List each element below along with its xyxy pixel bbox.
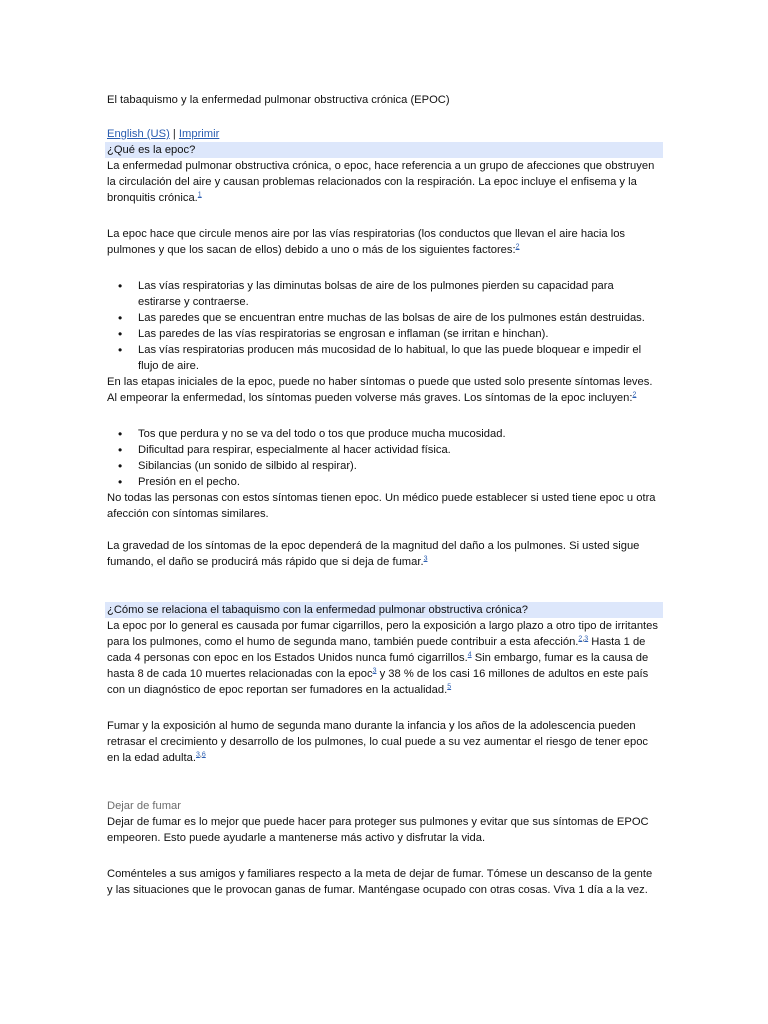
document-title: El tabaquismo y la enfermedad pulmonar obstructiva crónica (EPOC) (107, 94, 450, 106)
paragraph (107, 158, 658, 206)
paragraph-text: La epoc hace que circule menos aire por las vías respiratorias (los conductos que llevan el aire hacia los pulmones y que los sacan de ellos) debido a uno o más de los siguientes factores: (107, 228, 626, 256)
paragraph: Dejar de fumar es lo mejor que puede hacer para proteger sus pulmones y evitar que sus síntomas de EPOC empeoren. Esto puede ayudarle a mantenerse más activo y disfrutar la vida. (107, 816, 649, 844)
paragraph: Coménteles a sus amigos y familiares respecto a la meta de dejar de fumar. Tómese un descanso de la gente y las situaciones que le provocan ganas de fumar. Manténgase ocupado con otras cosas. Viva 1 día a la vez. (107, 868, 653, 896)
footnote-link[interactable]: 3 (372, 667, 377, 675)
language-links (107, 126, 658, 142)
factors-list (107, 278, 658, 374)
symptoms-list (107, 426, 658, 490)
footnote-link[interactable]: 4 (467, 651, 472, 659)
footnote-link[interactable]: 2 (632, 391, 637, 399)
paragraph: No todas las personas con estos síntomas tienen epoc. Un médico puede establecer si usted tiene epoc u otra afección con síntomas similares. (107, 492, 656, 520)
list-item: • Sibilancias (un sonido de silbido al respirar). (138, 458, 658, 474)
paragraph (107, 718, 658, 766)
footnote-link[interactable]: 3 (195, 751, 200, 759)
footnote-link[interactable]: 2 (578, 635, 583, 643)
list-item: • Las paredes que se encuentran entre muchas de las bolsas de aire de los pulmones están destruidas. (138, 310, 658, 326)
footnote-link[interactable]: 5 (447, 683, 452, 691)
english-link[interactable]: English (US) (107, 128, 170, 140)
paragraph (107, 538, 658, 570)
link-separator: | (172, 128, 176, 140)
footnote-separator: , (582, 635, 585, 643)
paragraph-text: Sin embargo, fumar es la causa de hasta 8 de cada 10 muertes relacionadas con la epoc (107, 652, 649, 680)
paragraph (107, 226, 658, 258)
paragraph-text: La epoc por lo general es causada por fumar cigarrillos, pero la exposición a largo plazo a otro tipo de irritantes para los pulmones, como el humo de segunda mano, también puede contribuir a esta afección. (107, 620, 658, 648)
footnote-link[interactable]: 6 (201, 751, 206, 759)
paragraph-text: y 38 % de los casi 16 millones de adultos en este país con un diagnóstico de epoc reportan ser fumadores en la actualidad. (107, 668, 649, 696)
footnote-link[interactable]: 3 (423, 555, 428, 563)
paragraph-text: La gravedad de los síntomas de la epoc dependerá de la magnitud del daño a los pulmones. Si usted sigue fumando, el daño se producirá más rápido que si deja de fumar. (107, 540, 640, 568)
footnote-separator: , (199, 751, 202, 759)
list-item: • Dificultad para respirar, especialmente al hacer actividad física. (138, 442, 658, 458)
print-link[interactable]: Imprimir (178, 128, 220, 140)
paragraph-text: La enfermedad pulmonar obstructiva crónica, o epoc, hace referencia a un grupo de afecciones que obstruyen la circulación del aire y causan problemas relacionados con la respiración. La epoc incluye el enfisema y la bronquitis crónica. (107, 160, 655, 204)
footnote-link[interactable]: 1 (197, 191, 202, 199)
paragraph-text: En las etapas iniciales de la epoc, puede no haber síntomas o puede que usted solo presente síntomas leves. Al empeorar la enfermedad, los síntomas pueden volverse más graves. Los síntomas de la epoc incluyen: (107, 376, 653, 404)
list-item: • Las vías respiratorias y las diminutas bolsas de aire de los pulmones pierden su capacidad para estirarse y contraerse. (138, 278, 658, 310)
list-item: • Presión en el pecho. (138, 474, 658, 490)
paragraph-text: Fumar y la exposición al humo de segunda mano durante la infancia y los años de la adolescencia pueden retrasar el crecimiento y desarrollo de los pulmones, lo cual puede a su vez aumentar el riesgo de tener epoc en la edad adulta. (107, 720, 649, 764)
footnote-link[interactable]: 3 (584, 635, 589, 643)
list-item: • Tos que perdura y no se va del todo o tos que produce mucha mucosidad. (138, 426, 658, 442)
list-item: • Las paredes de las vías respiratorias se engrosan e inflaman (se irritan e hinchan). (138, 326, 658, 342)
paragraph-text: Hasta 1 de cada 4 personas con epoc en los Estados Unidos nunca fumó cigarrillos. (107, 636, 646, 664)
section-heading-quit-smoking: Dejar de fumar (107, 800, 181, 812)
paragraph (107, 618, 658, 698)
section-heading-smoking-copd: ¿Cómo se relaciona el tabaquismo con la enfermedad pulmonar obstructiva crónica? (105, 602, 663, 618)
section-heading-what-is-copd: ¿Qué es la epoc? (105, 142, 663, 158)
list-item: • Las vías respiratorias producen más mucosidad de lo habitual, lo que las puede bloquear e impedir el flujo de aire. (138, 342, 658, 374)
paragraph (107, 374, 658, 406)
footnote-link[interactable]: 2 (515, 243, 520, 251)
